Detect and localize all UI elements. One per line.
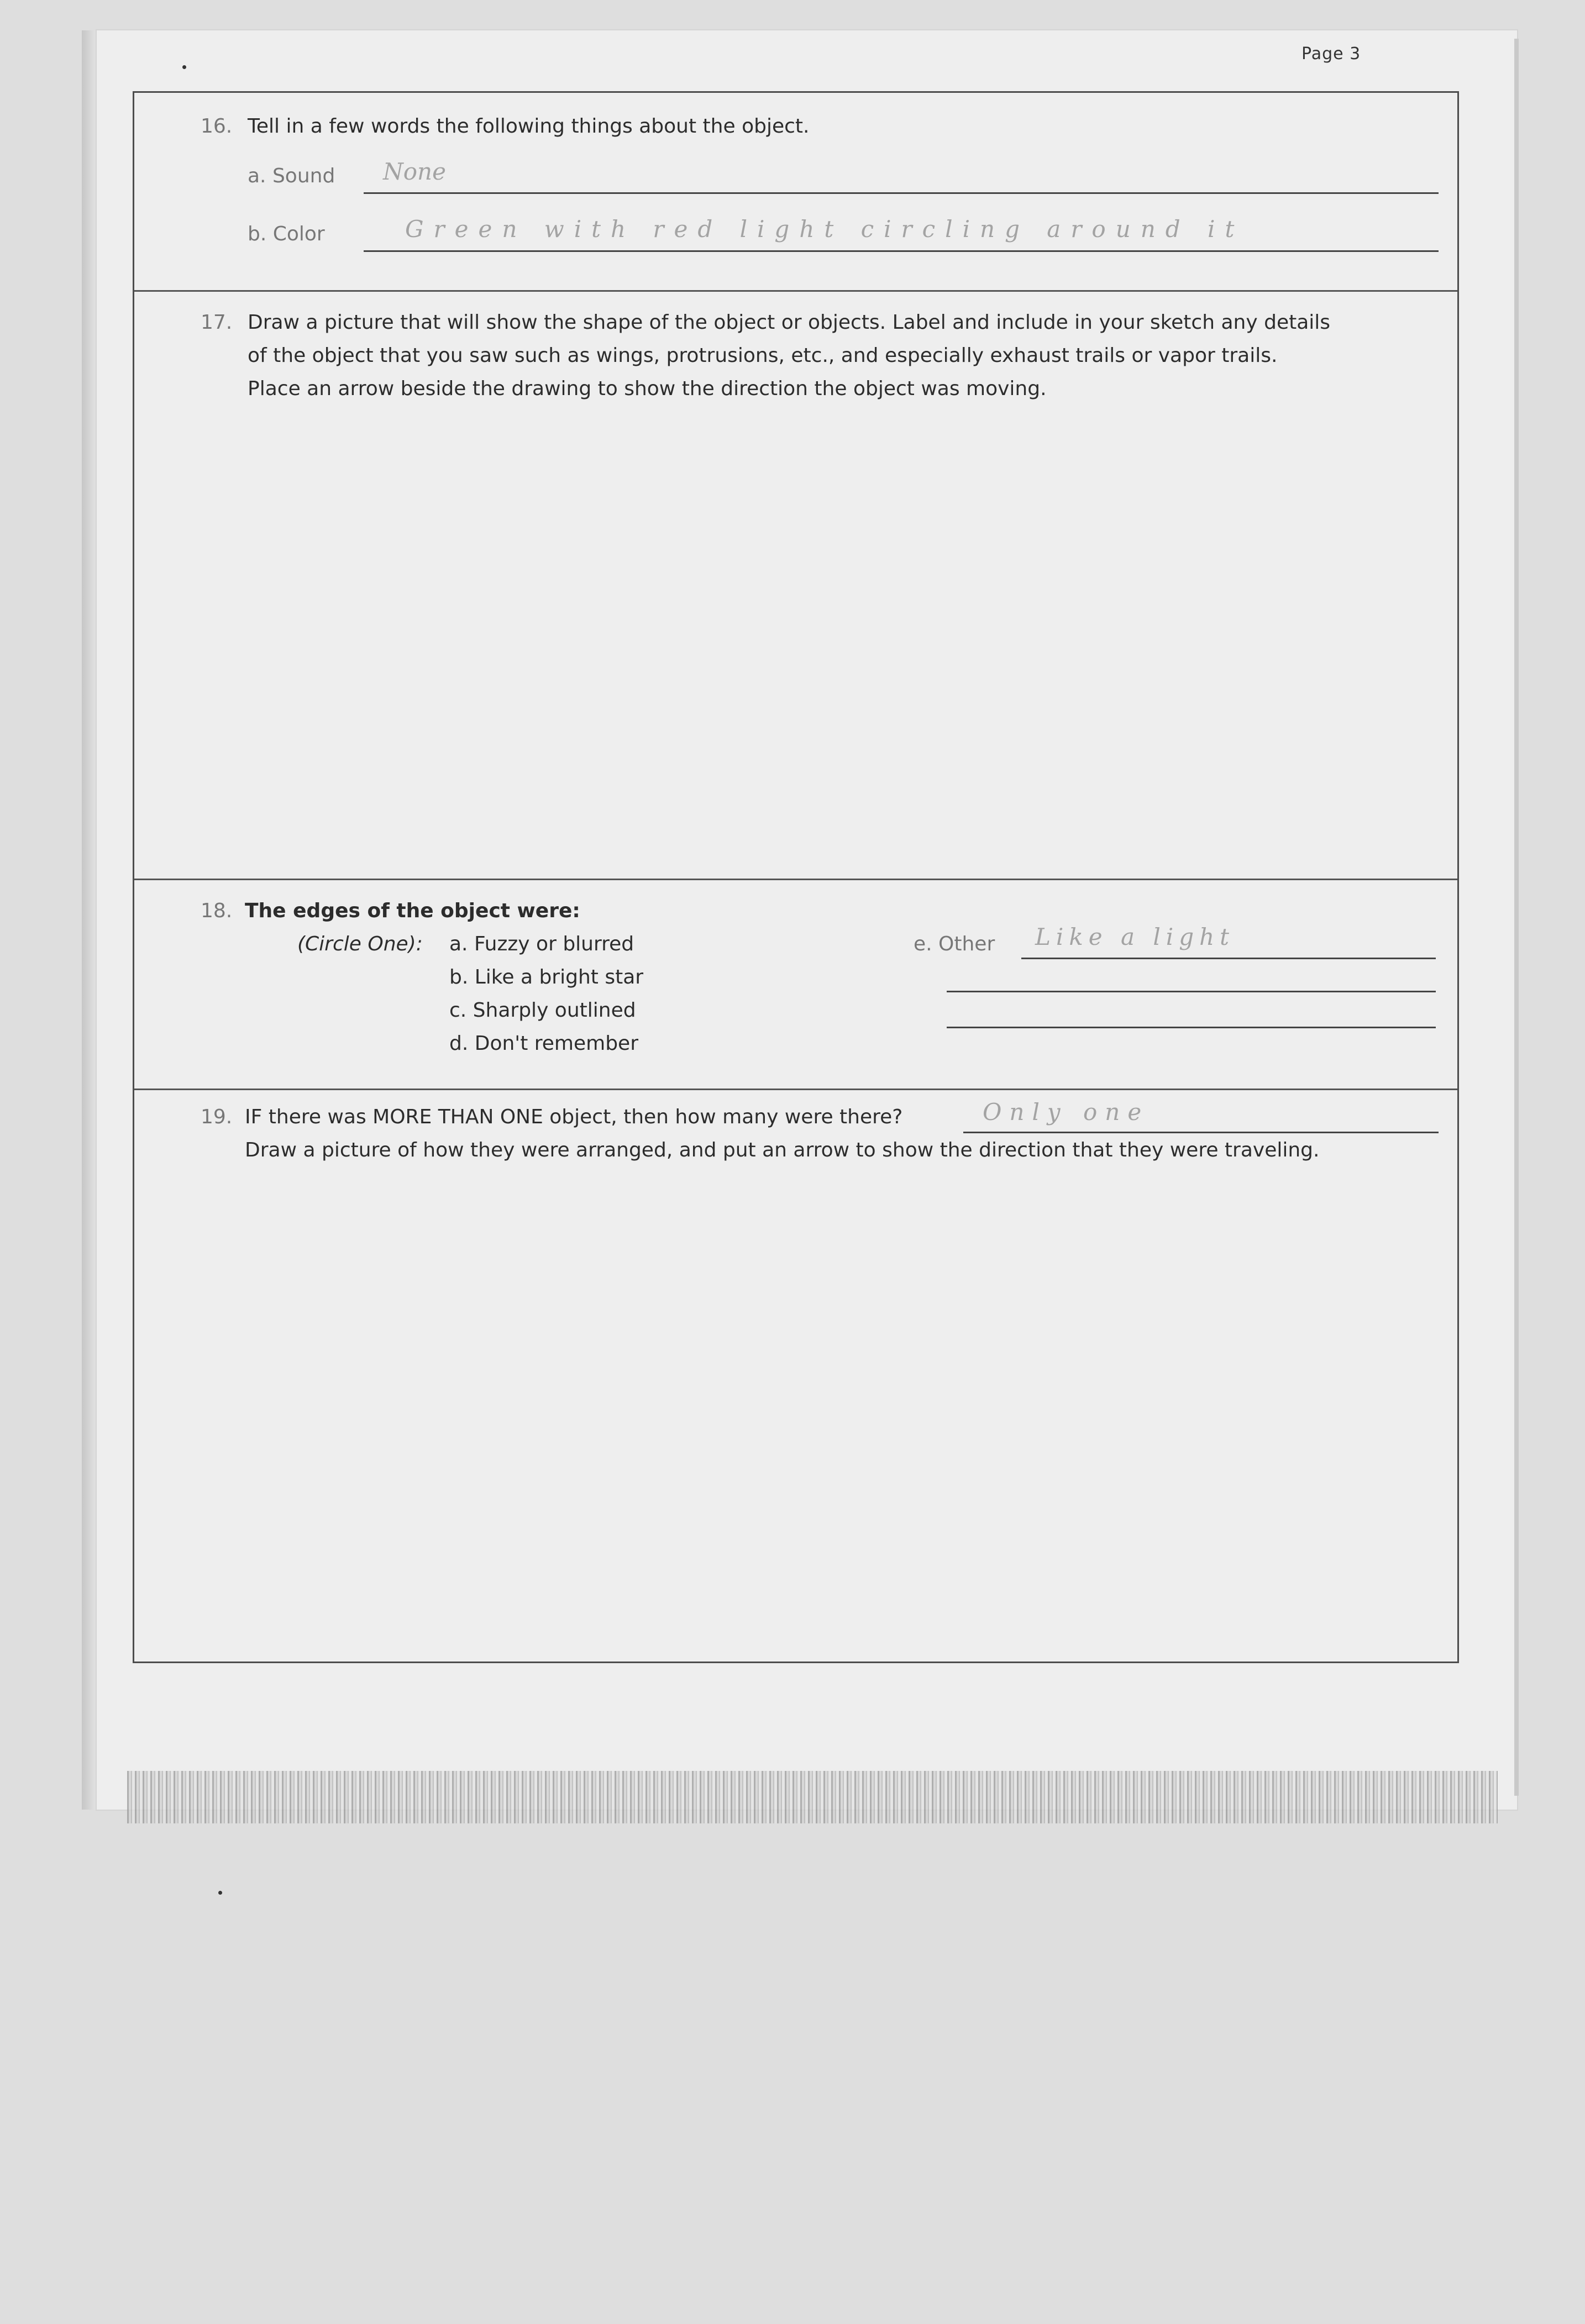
question-prompt: The edges of the object were: [245,900,580,922]
color-answer[interactable]: Green with red light circling around it [405,215,1245,243]
drawing-area[interactable] [190,424,1402,856]
option-e[interactable]: e. Other [914,933,995,955]
question-number: 18. [201,900,233,922]
option-b[interactable]: b. Like a bright star [449,966,644,989]
question-text-line: Draw a picture that will show the shape of the object or objects. Label and include in your sketch any details [248,311,1331,334]
question-text-line: Draw a picture of how they were arranged, and put an arrow to show the direction that they were traveling. [245,1139,1320,1161]
other-extra-line [947,1027,1436,1028]
question-19 [134,1090,1457,1662]
question-16 [134,93,1457,292]
color-answer-line [364,250,1439,252]
sound-label: a. Sound [248,165,335,187]
questionnaire-form [133,91,1459,1663]
question-number: 19. [201,1106,233,1128]
count-answer[interactable]: Only one [983,1098,1150,1126]
question-prompt: Tell in a few words the following things about the object. [248,115,810,138]
question-17 [134,292,1457,880]
circle-one-instruction: (Circle One): [297,933,423,955]
color-label: b. Color [248,223,325,245]
other-extra-line [947,991,1436,992]
other-answer[interactable]: Like a light [1035,923,1235,950]
question-text-line: Place an arrow beside the drawing to show the direction the object was moving. [248,377,1047,400]
other-answer-line [1021,958,1436,959]
sound-answer[interactable]: None [383,158,446,185]
page-left-shadow [82,30,98,1810]
drawing-area[interactable] [190,1184,1402,1645]
question-text-line: IF there was MORE THAN ONE object, then how many were there? [245,1106,903,1128]
question-number: 17. [201,311,233,334]
scan-speck [218,1891,222,1895]
scan-speck [182,65,186,69]
page-number: Page 3 [1301,44,1361,64]
option-c[interactable]: c. Sharply outlined [449,999,636,1022]
count-answer-line [963,1132,1439,1133]
sound-answer-line [364,192,1439,194]
page-right-edge [1514,39,1519,1796]
question-number: 16. [201,115,233,138]
question-text-line: of the object that you saw such as wings, protrusions, etc., and especially exhaust trails or vapor trails. [248,344,1278,367]
scan-noise-strip [127,1771,1498,1823]
option-d[interactable]: d. Don't remember [449,1032,638,1055]
option-a[interactable]: a. Fuzzy or blurred [449,933,634,955]
question-18 [134,880,1457,1090]
